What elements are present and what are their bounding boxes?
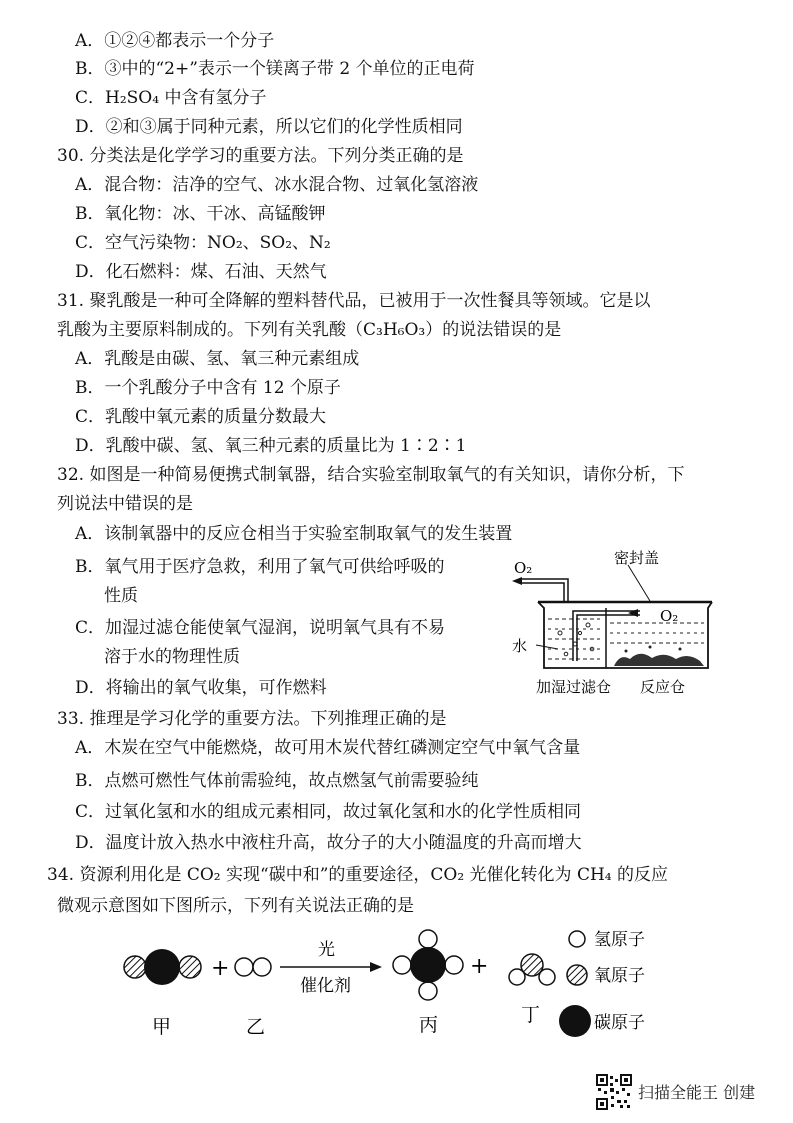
condition-catalyst: 催化剂 [300,976,351,996]
q30-option-c: C．空气污染物：NO₂、SO₂、N₂ [75,233,331,253]
q32-option-c-line2: 溶于水的物理性质 [104,647,240,667]
option-prev-a: A．①②④都表示一个分子 [75,31,275,51]
q30-stem: 30. 分类法是化学学习的重要方法。下列分类正确的是 [57,146,464,166]
q34-stem-line2: 微观示意图如下图所示，下列有关说法正确的是 [57,896,414,916]
q33-option-b: B．点燃可燃性气体前需验纯，故点燃氢气前需要验纯 [75,771,479,791]
q32-option-b-line1: B．氧气用于医疗急救，利用了氧气可供给呼吸的 [75,557,445,577]
q31-option-c: C．乳酸中氧元素的质量分数最大 [75,407,327,427]
q32-stem-line2: 列说法中错误的是 [57,494,193,514]
option-prev-b: B．③中的“2+”表示一个镁离子带 2 个单位的正电荷 [75,59,475,79]
outlet-arrow [512,577,522,585]
filter-chamber-label: 加湿过滤仓 [536,678,612,696]
q31-stem-line1: 31. 聚乳酸是一种可全降解的塑料替代品，已被用于一次性餐具等领域。它是以 [57,291,651,311]
legend-oxygen-label: 氧原子 [594,966,645,986]
option-prev-c: C．H₂SO₄ 中含有氢分子 [75,88,267,108]
oxygen-generator-diagram [500,545,725,700]
label-yi: 乙 [246,1016,266,1038]
water-label: 水 [512,637,528,655]
outlet-tube [520,583,564,602]
o2-outlet-label: O₂ [514,559,533,577]
h2o-molecule [509,954,555,985]
watermark-text: 扫描全能王 创建 [638,1083,756,1102]
legend-carbon-label: 碳原子 [594,1013,645,1033]
lid-leader [628,565,650,601]
q31-option-a: A．乳酸是由碳、氢、氧三种元素组成 [75,349,360,369]
reaction-chamber-liquid [610,623,704,666]
q30-option-b: B．氧化物：冰、干冰、高锰酸钾 [75,204,326,224]
q33-option-d: D．温度计放入热水中液柱升高，故分子的大小随温度的升高而增大 [75,833,582,853]
option-prev-d: D．②和③属于同种元素，所以它们的化学性质相同 [75,117,463,137]
legend-carbon [559,1005,645,1037]
reaction-micro-diagram [110,925,670,1045]
sealed-lid-label: 密封盖 [614,549,660,567]
legend-hydrogen-label: 氢原子 [594,930,645,950]
q32-option-a: A．该制氧器中的反应仓相当于实验室制取氧气的发生装置 [75,524,513,544]
scanner-watermark [596,1072,786,1112]
reaction-chamber-label: 反应仓 [640,678,686,696]
water-leader [536,645,558,649]
q33-option-c: C．过氧化氢和水的组成元素相同，故过氧化氢和水的化学性质相同 [75,802,582,822]
qr-code-icon [596,1074,632,1110]
q32-option-b-line2: 性质 [104,586,138,606]
q33-stem: 33. 推理是学习化学的重要方法。下列推理正确的是 [57,709,447,729]
q31-option-d: D．乳酸中碳、氢、氧三种元素的质量比为 1∶2∶1 [75,436,467,456]
q32-stem-line1: 32. 如图是一种简易便携式制氧器，结合实验室制取氧气的有关知识，请你分析，下 [57,465,685,485]
q32-option-d: D．将输出的氧气收集，可作燃料 [75,678,327,698]
ch4-molecule [393,930,463,1000]
q33-option-a: A．木炭在空气中能燃烧，故可用木炭代替红磷测定空气中氧气含量 [75,738,581,758]
plus-sign-1: + [211,956,230,981]
transfer-arrow [628,609,638,617]
plus-sign-2: + [470,954,489,979]
legend-hydrogen [569,930,645,950]
q32-option-c-line1: C．加湿过滤仓能使氧气湿润，说明氧气具有不易 [75,618,446,638]
q30-option-a: A．混合物：洁净的空气、冰水混合物、过氧化氢溶液 [75,175,479,195]
q31-option-b: B．一个乳酸分子中含有 12 个原子 [75,378,341,398]
filter-chamber-water [548,619,600,659]
o2-transfer-label: O₂ [660,607,679,625]
h2-molecule [235,958,271,976]
q34-stem-line1: 34. 资源利用化是 CO₂ 实现“碳中和”的重要途径，CO₂ 光催化转化为 CH₄ 的反应 [47,865,669,885]
legend-oxygen [567,965,645,986]
q30-option-d: D．化石燃料：煤、石油、天然气 [75,262,327,282]
label-ding: 丁 [521,1004,541,1026]
condition-light: 光 [318,940,335,960]
label-bing: 丙 [419,1014,439,1036]
q31-stem-line2: 乳酸为主要原料制成的。下列有关乳酸（C₃H₆O₃）的说法错误的是 [57,320,562,340]
co2-molecule [124,949,201,985]
label-jia: 甲 [152,1016,172,1038]
